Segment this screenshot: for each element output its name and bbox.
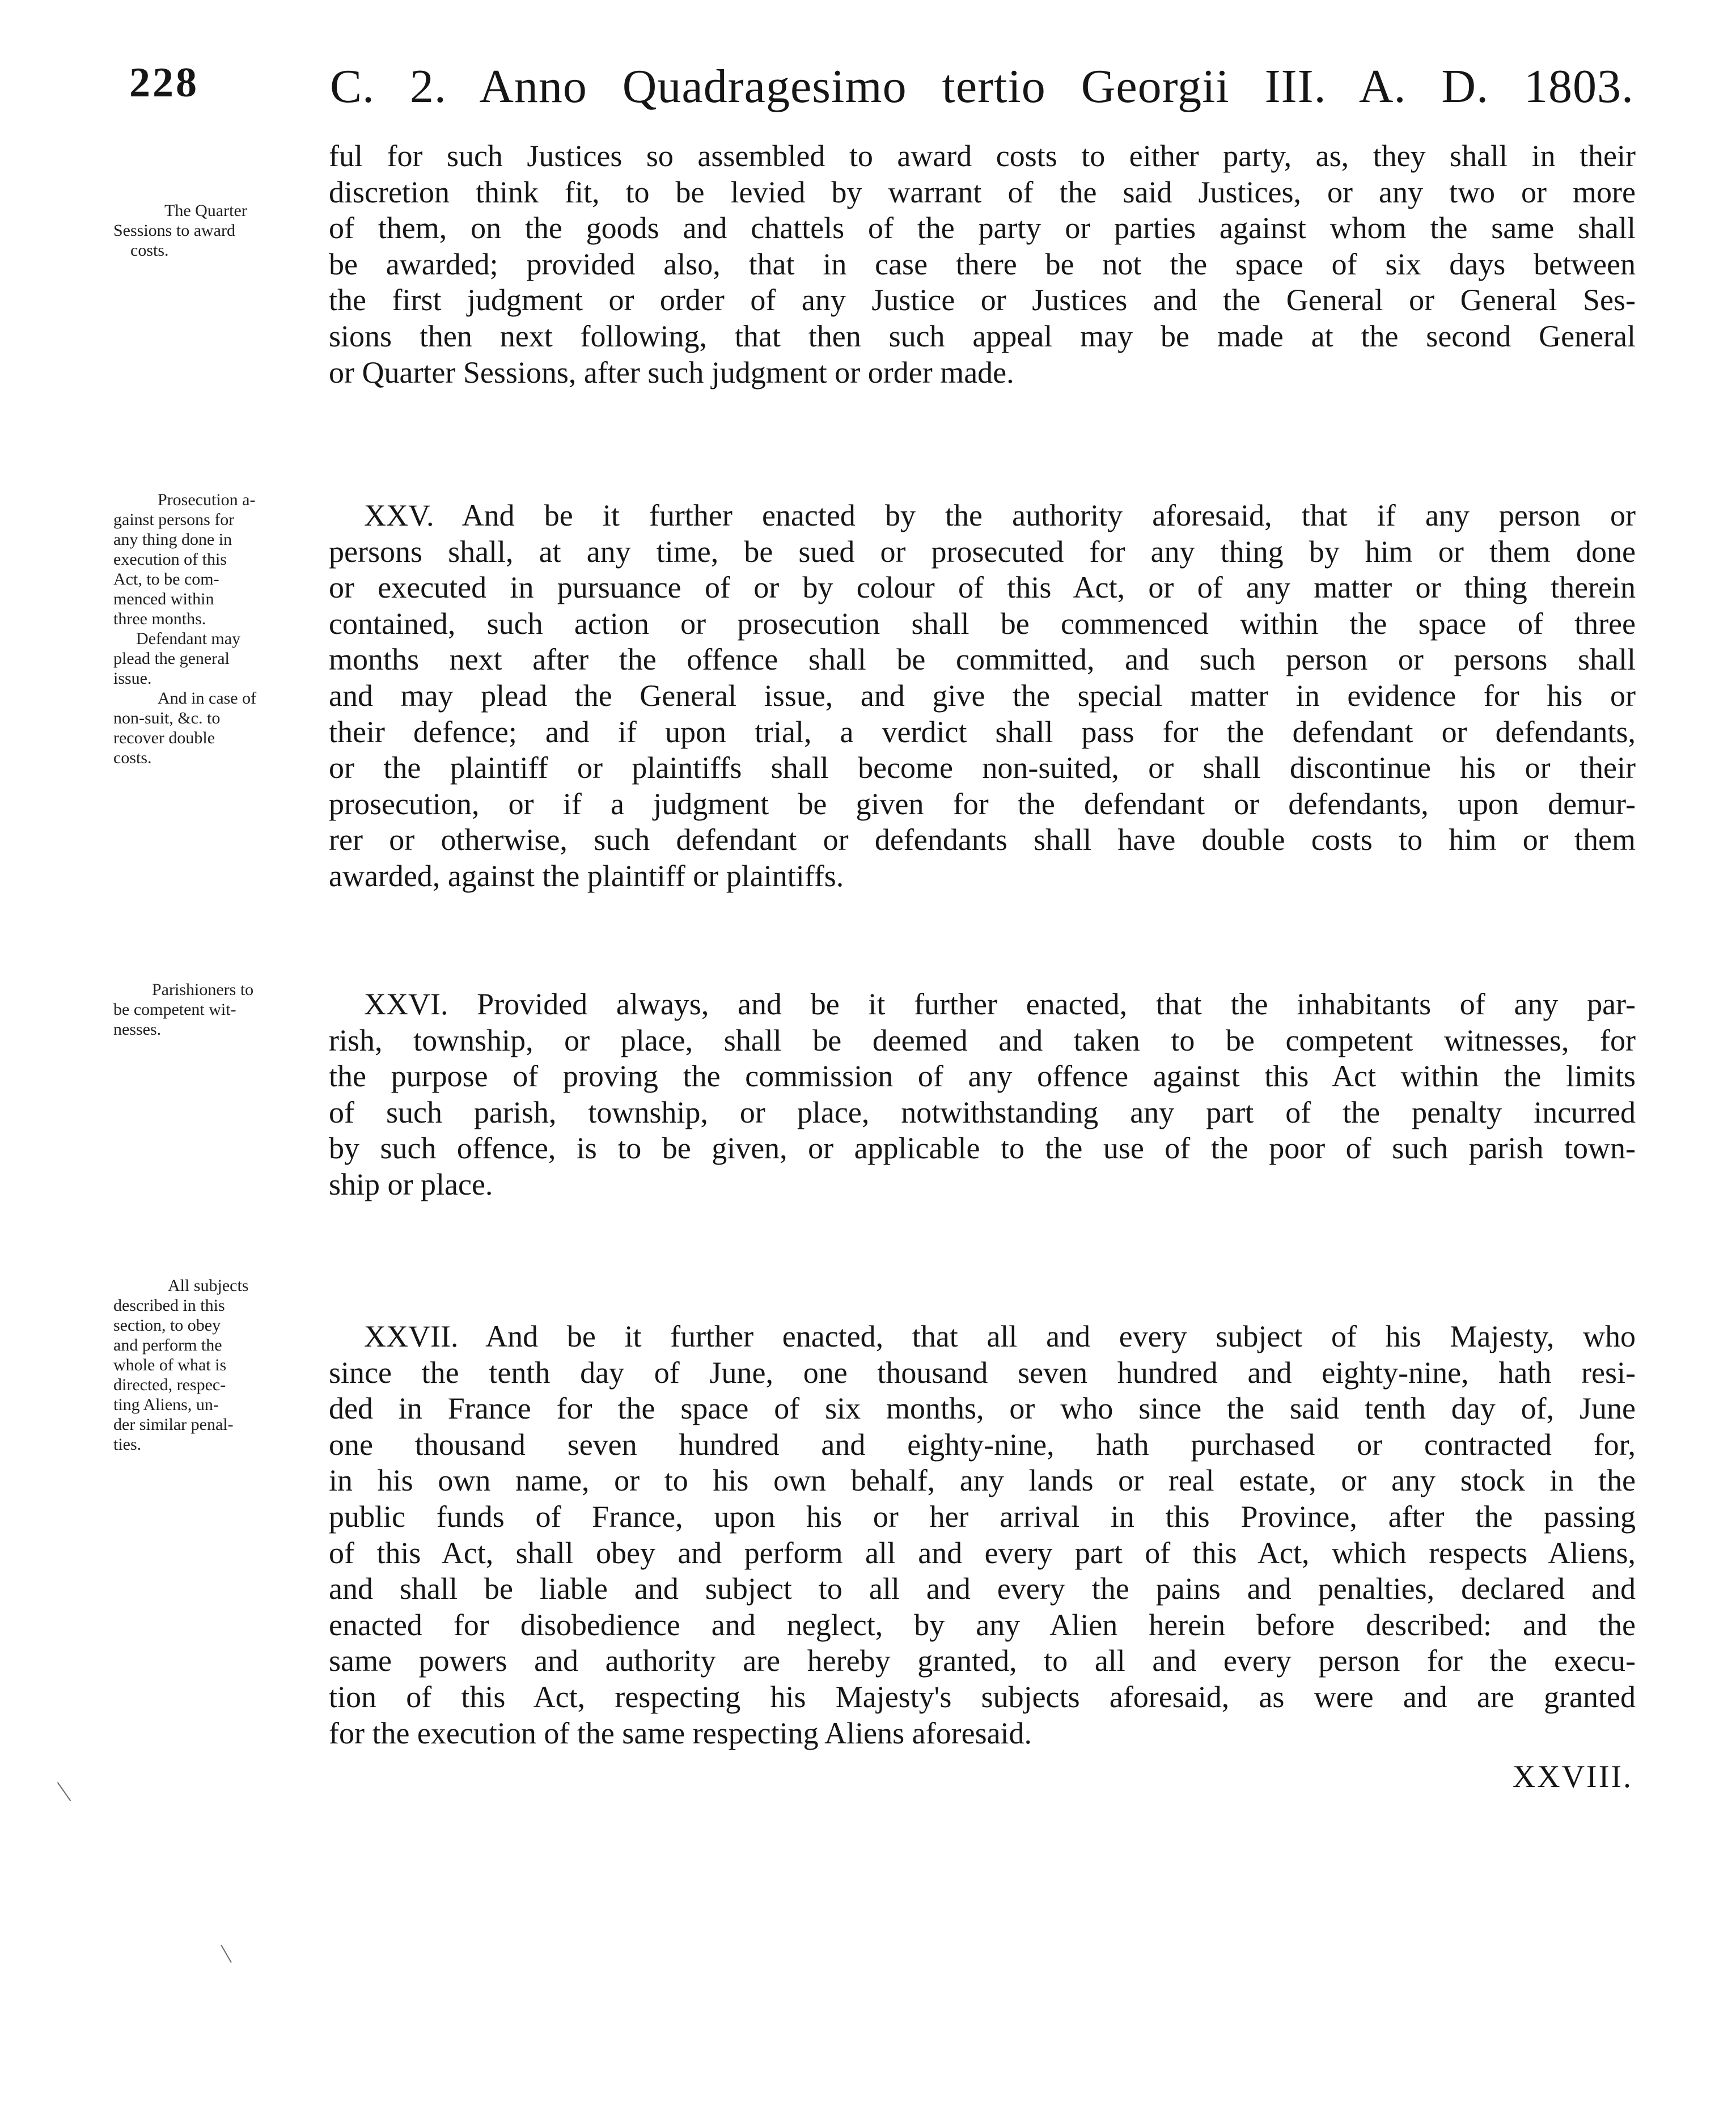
margin-note-line: All subjects: [168, 1276, 249, 1295]
margin-note-prosecution: [113, 490, 315, 768]
margin-note-line: plead the general: [113, 649, 230, 668]
text-line: of them, on the goods and chattels of the party or parties against whom the same shall: [329, 211, 1636, 245]
margin-note-line: and perform the: [113, 1336, 222, 1354]
text-line: same powers and authority are hereby granted, to all and every person for the execu-: [329, 1644, 1636, 1678]
text-line: ful for such Justices so assembled to award costs to either party, as, they shall in their: [329, 139, 1636, 173]
text-line: ded in France for the space of six months, or who since the said tenth day of, June: [329, 1391, 1636, 1426]
text-line: or Quarter Sessions, after such judgment or order made.: [329, 355, 1014, 390]
text-line: in his own name, or to his own behalf, any lands or real estate, or any stock in the: [329, 1463, 1636, 1498]
margin-note-line: The Quarter: [164, 201, 247, 220]
page-number: 228: [129, 60, 199, 106]
text-line: public funds of France, upon his or her arrival in this Province, after the passing: [329, 1499, 1636, 1534]
text-line: prosecution, or if a judgment be given for the defendant or defendants, upon demur-: [329, 786, 1636, 821]
text-line: XXVII. And be it further enacted, that all and every subject of his Majesty, who: [364, 1319, 1636, 1353]
text-line: awarded, against the plaintiff or plaintiffs.: [329, 858, 844, 893]
margin-note-line: Act, to be com-: [113, 570, 219, 589]
margin-note-line: directed, respec-: [113, 1375, 226, 1394]
text-line: enacted for disobedience and neglect, by any Alien herein before described: and the: [329, 1607, 1636, 1642]
running-head: C. 2. Anno Quadragesimo tertio Georgii III. A. D. 1803.: [330, 60, 1634, 113]
text-line: the purpose of proving the commission of any offence against this Act within the limits: [329, 1059, 1636, 1094]
margin-note-line: issue.: [113, 669, 152, 688]
margin-note-line: costs.: [113, 748, 152, 767]
margin-note-line: section, to obey: [113, 1316, 221, 1335]
text-line: or the plaintiff or plaintiffs shall become non-suited, or shall discontinue his or their: [329, 751, 1636, 785]
margin-note-quarter-sessions: [113, 201, 315, 260]
margin-note-line: execution of this: [113, 550, 227, 569]
margin-note-line: Defendant may: [136, 629, 241, 648]
paragraph-section-xxv: [329, 498, 1636, 895]
margin-note-line: Prosecution a-: [158, 490, 256, 509]
text-line: XXVI. Provided always, and be it further enacted, that the inhabitants of any par-: [364, 987, 1636, 1021]
margin-note-line: any thing done in: [113, 530, 232, 549]
text-line: one thousand seven hundred and eighty-nine, hath purchased or contracted for,: [329, 1427, 1636, 1462]
margin-note-parishioners: [113, 980, 315, 1039]
margin-note-line: recover double: [113, 729, 215, 747]
text-line: contained, such action or prosecution shall be commenced within the space of three: [329, 606, 1636, 641]
text-line: sions then next following, that then such appeal may be made at the second General: [329, 319, 1636, 353]
margin-note-line: menced within: [113, 590, 214, 608]
margin-note-line: nesses.: [113, 1020, 162, 1039]
margin-note-line: And in case of: [158, 689, 257, 708]
text-line: their defence; and if upon trial, a verdict shall pass for the defendant or defendants,: [329, 714, 1636, 749]
text-line: XXV. And be it further enacted by the authority aforesaid, that if any person or: [364, 498, 1636, 532]
margin-note-line: Sessions to award: [113, 221, 235, 240]
scan-mark: [57, 1782, 71, 1801]
margin-note-line: der similar penal-: [113, 1415, 234, 1434]
text-line: of such parish, township, or place, notwithstanding any part of the penalty incurred: [329, 1095, 1636, 1129]
page-header: [129, 59, 1637, 127]
margin-note-line: described in this: [113, 1296, 225, 1315]
paragraph-section-xxvi: [329, 987, 1636, 1203]
text-line: the first judgment or order of any Justice or Justices and the General or General Ses-: [329, 283, 1636, 318]
margin-note-line: gainst persons for: [113, 510, 235, 529]
text-line: for the execution of the same respecting Aliens aforesaid.: [329, 1716, 1032, 1750]
paragraph-section-xxvii: [329, 1319, 1636, 1751]
margin-note-all-subjects: [113, 1276, 315, 1454]
text-line: persons shall, at any time, be sued or prosecuted for any thing by him or them done: [329, 534, 1636, 569]
text-line: discretion think fit, to be levied by warrant of the said Justices, or any two or more: [329, 175, 1636, 209]
text-line: be awarded; provided also, that in case there be not the space of six days between: [329, 247, 1636, 281]
margin-note-line: ties.: [113, 1435, 142, 1454]
text-line: tion of this Act, respecting his Majesty's subjects aforesaid, as were and are granted: [329, 1679, 1636, 1714]
text-line: and shall be liable and subject to all and every the pains and penalties, declared and: [329, 1572, 1636, 1606]
scan-mark: [221, 1945, 232, 1963]
text-line: months next after the offence shall be committed, and such person or persons shall: [329, 642, 1636, 677]
margin-note-line: be competent wit-: [113, 1000, 236, 1019]
text-line: rer or otherwise, such defendant or defendants shall have double costs to him or them: [329, 823, 1636, 857]
paragraph-continuation: [329, 138, 1636, 391]
margin-note-line: three months.: [113, 609, 206, 628]
text-line: by such offence, is to be given, or applicable to the use of the poor of such parish town-: [329, 1131, 1636, 1166]
margin-note-line: non-suit, &c. to: [113, 709, 221, 727]
text-line: since the tenth day of June, one thousand seven hundred and eighty-nine, hath resi-: [329, 1355, 1636, 1390]
text-line: of this Act, shall obey and perform all and every part of this Act, which respects Aliens,: [329, 1535, 1636, 1570]
catchword: XXVIII.: [1512, 1759, 1633, 1794]
text-line: or executed in pursuance of or by colour of this Act, or of any matter or thing therein: [329, 570, 1636, 605]
text-line: rish, township, or place, shall be deemed and taken to be competent witnesses, for: [329, 1023, 1636, 1057]
text-line: and may plead the General issue, and give the special matter in evidence for his or: [329, 678, 1636, 713]
text-line: ship or place.: [329, 1167, 493, 1201]
margin-note-line: costs.: [130, 241, 169, 260]
margin-note-line: ting Aliens, un-: [113, 1395, 219, 1414]
margin-note-line: whole of what is: [113, 1356, 227, 1374]
margin-note-line: Parishioners to: [152, 980, 254, 999]
